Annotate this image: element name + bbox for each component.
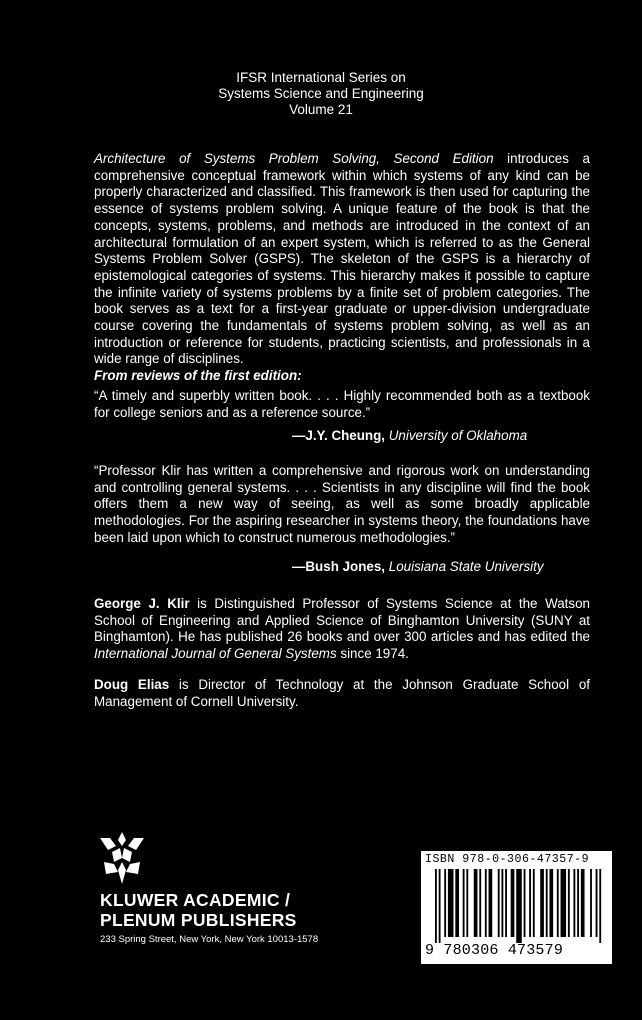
book-description (94, 151, 590, 368)
review-attribution-2 (292, 559, 544, 574)
journal-title: International Journal of General Systems (94, 646, 337, 662)
series-volume: Volume 21 (289, 102, 353, 117)
barcode-bar (505, 869, 507, 937)
review-attribution-1 (292, 428, 527, 443)
barcode-bar (581, 869, 585, 937)
barcode-bar (577, 869, 579, 937)
barcode-bar (573, 869, 575, 937)
barcode-bar (549, 869, 553, 937)
barcode-bar (561, 869, 567, 937)
barcode (421, 851, 612, 964)
barcode-bar (463, 869, 465, 937)
publisher-line-1: KLUWER ACADEMIC / (100, 890, 291, 910)
barcode-bar (474, 869, 478, 937)
barcode-bar (529, 869, 531, 937)
review-author-1: —J.Y. Cheung, (292, 428, 386, 443)
publisher-name (100, 890, 297, 930)
barcode-bar (516, 869, 522, 943)
barcode-bar (599, 869, 601, 943)
publisher-line-2: PLENUM PUBLISHERS (100, 910, 297, 930)
author-bio-elias (94, 677, 590, 710)
review-affiliation-1: University of Oklahoma (388, 428, 528, 443)
barcode-bars (435, 869, 603, 943)
barcode-bar (546, 869, 548, 937)
author-name-klir: George J. Klir (94, 596, 190, 611)
review-affiliation-2: Louisiana State University (388, 559, 544, 574)
elias-bio-text: is Director of Technology at the Johnson Graduate School of Management of Cornell University. (94, 677, 590, 709)
isbn-label: ISBN 978-0-306-47357-9 (425, 853, 590, 866)
barcode-bar (557, 869, 559, 937)
book-title: Architecture of Systems Problem Solving, Second Edition (94, 151, 494, 166)
klir-bio-text: is Distinguished Professor of Systems Science at the Watson School of Engineering and Applied Science of Binghamton University (SUNY at Binghamton). He has published 26 books and over 300 articles and has edited the (94, 596, 590, 645)
barcode-bar (590, 869, 592, 937)
barcode-bar (501, 869, 503, 937)
description-text: introduces a comprehensive conceptual framework within which systems of any kind can be properly characterized and classified. This framework is then used for capturing the essence of systems problem solving. A unique feature of the book is that the concepts, systems, problems, and methods are introduced in the context of an architectural formulation of an expert system, which is referred to as the General Systems Problem Solver (GSPS). The skeleton of the GSPS is a hierarchy of epistemological categories of systems. This hierarchy makes it possible to capture the infinite variety of systems problems by a finite set of problem categories. The book serves as a text for a first-year graduate or upper-division undergraduate course covering the fundamentals of systems problem solving, as well as an introduction or reference for students, practicing scientists, and professionals in a wide range of disciplines. (94, 151, 590, 367)
publisher-address: 233 Spring Street, New York, New York 10013-1578 (100, 934, 319, 945)
reviews-heading: From reviews of the first edition: (94, 368, 302, 383)
review-quote-1: “A timely and superbly written book. . . . Highly recommended both as a textbook for college seniors and as a reference source.” (94, 388, 590, 420)
series-line-2: Systems Science and Engineering (218, 86, 424, 101)
review-author-2: —Bush Jones, (292, 559, 386, 574)
barcode-bar (511, 869, 515, 937)
series-line-1: IFSR International Series on (236, 70, 406, 85)
barcode-bar (435, 869, 437, 943)
barcode-bar (439, 869, 441, 943)
barcode-bar (524, 869, 526, 937)
barcode-bar (466, 869, 468, 937)
barcode-bar (444, 869, 446, 937)
barcode-bar (498, 869, 500, 937)
author-name-elias: Doug Elias (94, 677, 170, 692)
author-bio-klir (94, 596, 590, 663)
barcode-digits: 9 780306 473579 (425, 942, 564, 959)
kluwer-logo-icon (100, 832, 144, 884)
review-quote-2: “Professor Klir has written a comprehensive and rigorous work on understanding and controlling general systems. . . . Scientists in any discipline will find the book offers them a new way of seeing, as well as some broadly applicable methodologies. For the aspiring researcher in systems theory, the foundations have been laid upon which to construct numerous methodologies.” (94, 463, 590, 545)
barcode-bar (489, 869, 493, 937)
barcode-bar (533, 869, 535, 937)
barcode-bar (596, 869, 598, 937)
barcode-bar (479, 869, 481, 937)
barcode-bar (485, 869, 487, 937)
barcode-bar (568, 869, 570, 937)
barcode-bar (448, 869, 454, 937)
series-info (0, 70, 642, 118)
klir-bio-text-end: since 1974. (336, 646, 409, 662)
barcode-bar (455, 869, 459, 937)
barcode-bar (540, 869, 544, 937)
